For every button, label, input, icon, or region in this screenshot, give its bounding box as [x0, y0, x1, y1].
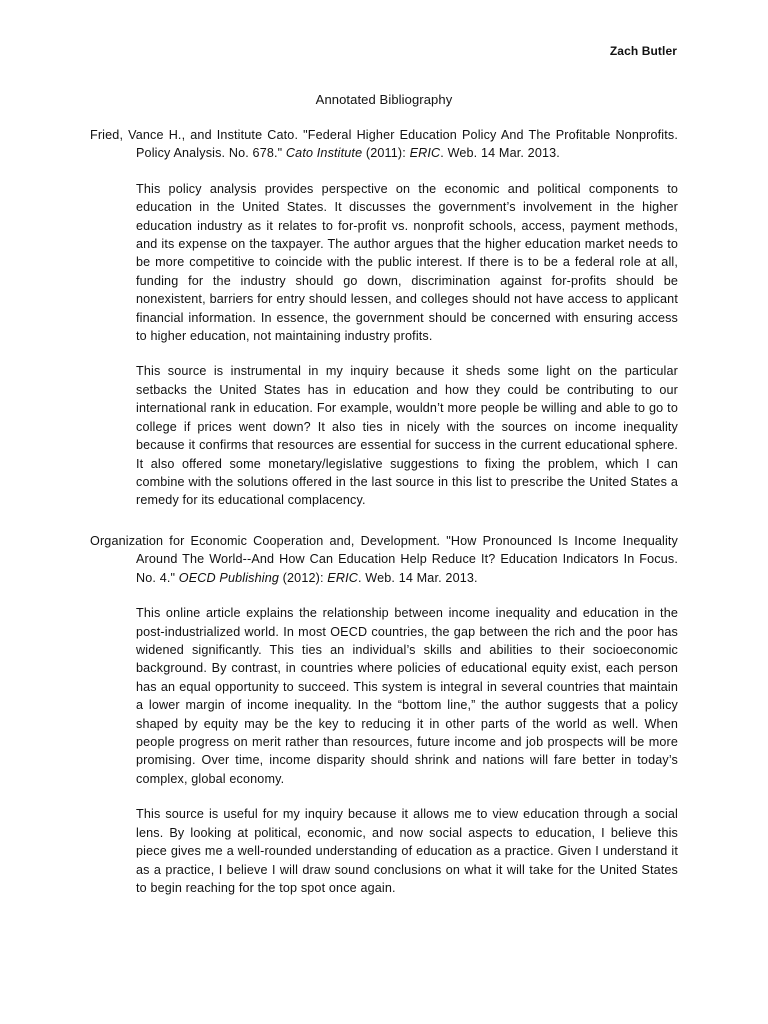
author-name: Zach Butler: [609, 44, 677, 58]
citation: [90, 532, 678, 587]
bibliography-entry: [90, 126, 678, 510]
citation-publisher: Cato Institute: [285, 146, 363, 161]
summary-paragraph: This policy analysis provides perspective on the economic and political components to education in the United States. It discusses the government’s involvement in the higher education industry as it relates to for-profit vs. nonprofit schools, access, payment methods, and its expense on the taxpayer. The author argues that the higher education market needs to be more competitive to coincide with the public interest. If there is to be a federal role at all, funding for the industry should go down, discrimination against for-profits should be nonexistent, barriers for entry should lessen, and colleges should not have access to applicant financial information. In essence, the government should be concerned with ensuring access to higher education, not maintaining industry profits.: [136, 181, 678, 344]
citation-access-date: . Web. 14 Mar. 2013.: [440, 146, 560, 161]
citation-publisher: OECD Publishing: [178, 570, 280, 585]
citation-database: ERIC: [409, 146, 441, 161]
reflection-paragraph: This source is useful for my inquiry because it allows me to view education through a social lens. By looking at political, economic, and now social aspects to education, I believe this piece gives me a well-rounded understanding of education as a practice. Given I understand it as a practice, I believe I will draw sound conclusions on what it will take for the United States to begin reaching for the top spot once again.: [136, 807, 678, 895]
document-title: Annotated Bibliography: [315, 92, 453, 107]
citation: [90, 126, 678, 163]
bibliography-entry: [90, 532, 678, 897]
citation-database: ERIC: [327, 570, 358, 585]
citation-text: Organization for Economic Cooperation and, Development. "How Pronounced Is Income Inequality Around The World--And How Can Education Help Reduce It? Education Indicators In Focus. No. 4.": [90, 534, 678, 585]
citation-access-date: . Web. 14 Mar. 2013.: [358, 570, 478, 585]
reflection-paragraph: This source is instrumental in my inquiry because it sheds some light on the particular setbacks the United States has in education and how they could be contributing to our international rank in education. For example, wouldn’t more people be willing and able to go to college if prices went down? It also ties in nicely with the sources on income inequality because it confirms that resources are essential for success in the current educational sphere. It also offered some monetary/legislative suggestions to fixing the problem, which I can combine with the solutions offered in the last source in this list to prescribe the United States a remedy for its educational complacency.: [136, 364, 678, 508]
citation-text: Fried, Vance H., and Institute Cato. "Federal Higher Education Policy And The Profitable Nonprofits. Policy Analysis. No. 678.": [90, 128, 678, 161]
summary-paragraph: This online article explains the relationship between income inequality and education in the post-industrialized world. In most OECD countries, the gap between the rich and the poor has widened significantly. This ties an individual’s skills and abilities to their socioeconomic background. By contrast, in countries where policies of educational equity exist, each person has an equal opportunity to succeed. This system is integral in several countries that maintain a lower margin of income inequality. In the “bottom line,” the author suggests that a policy shaped by equity may be the key to reducing it in other parts of the world as well. When people progress on merit rather than resources, future income and job prospects will be more promising. Over time, income disparity should shrink and nations will fare better in today’s complex, global economy.: [136, 606, 678, 786]
citation-year: (2011):: [362, 146, 410, 161]
citation-year: (2012):: [279, 570, 328, 585]
